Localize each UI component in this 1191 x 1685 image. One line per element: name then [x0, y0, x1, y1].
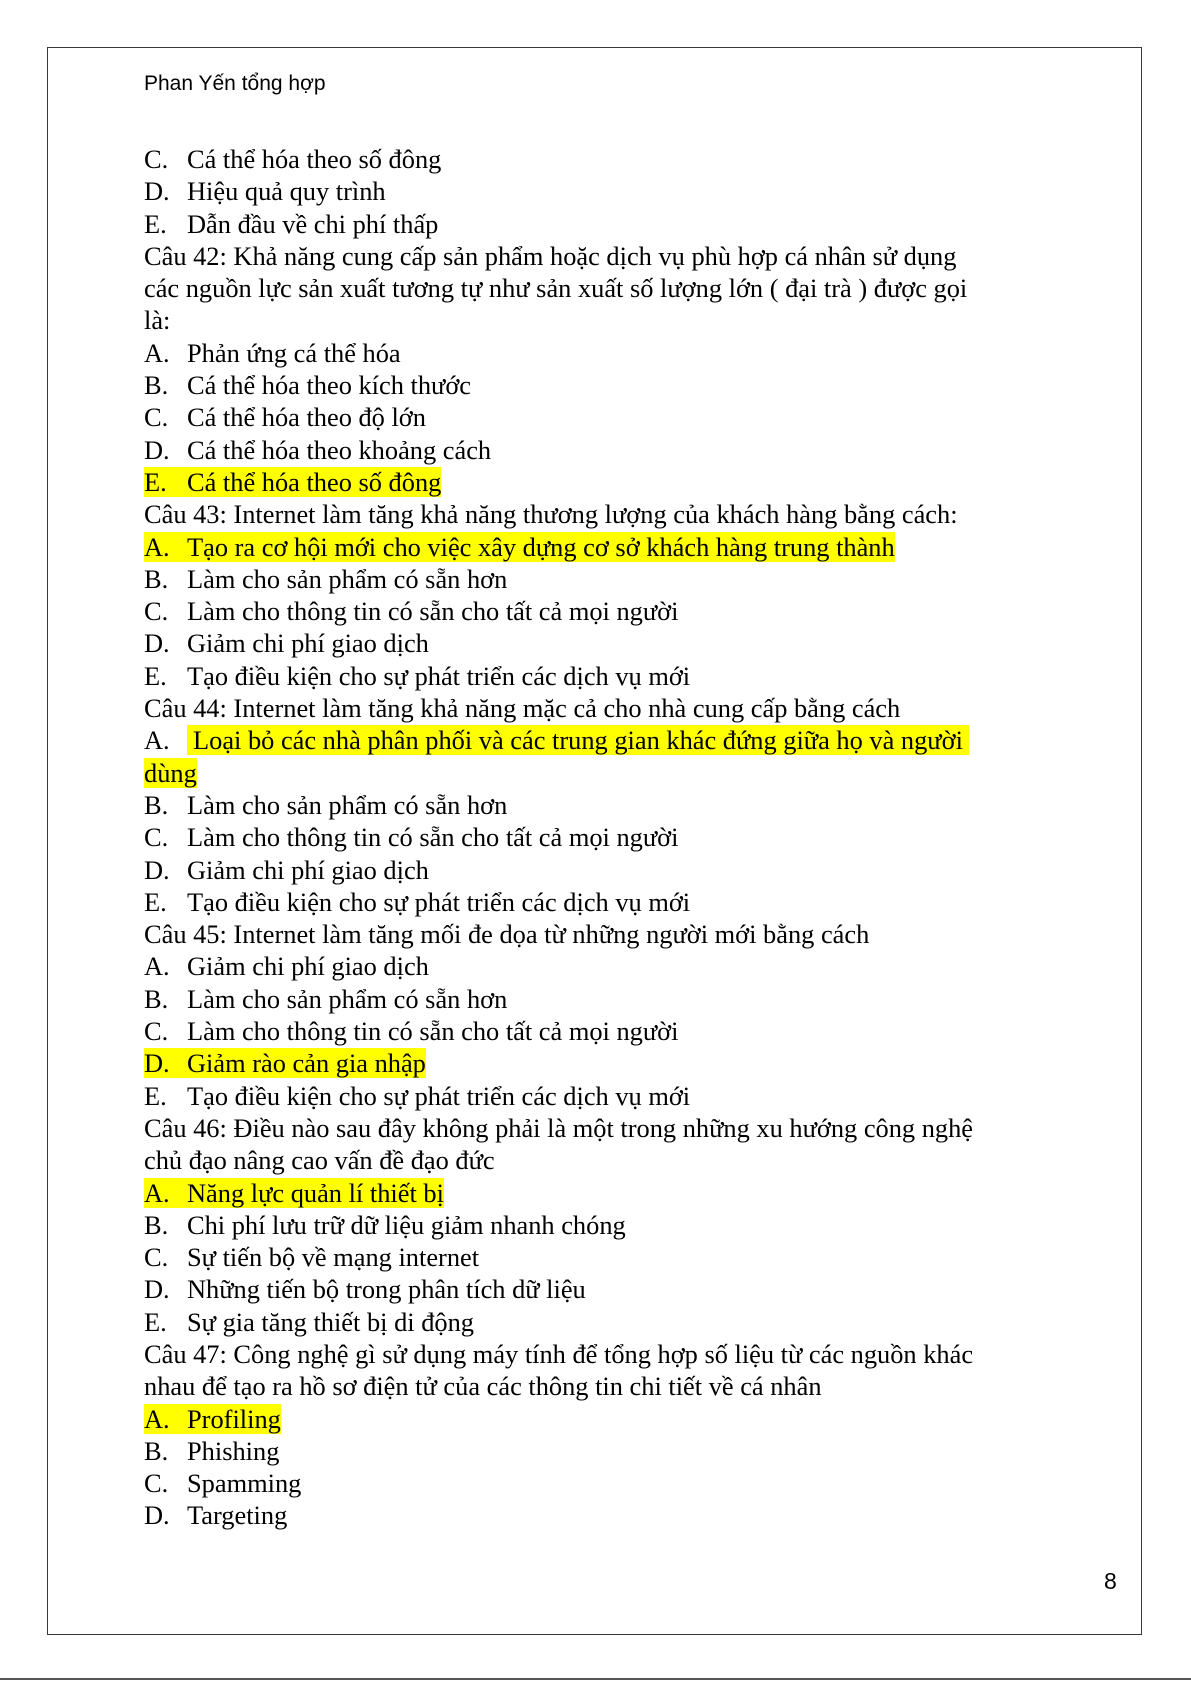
- q45-option-c: C. Làm cho thông tin có sẵn cho tất cả mọi người: [144, 1016, 679, 1047]
- document-body: [144, 143, 1034, 1532]
- question-46-text: Câu 46: Điều nào sau đây không phải là một trong những xu hướng công nghệ: [144, 1112, 974, 1143]
- q45-option-d-answer: D. Giảm rào cản gia nhập: [144, 1048, 426, 1079]
- q42-option-b: B. Cá thể hóa theo kích thước: [144, 370, 472, 401]
- q45-option-e: E. Tạo điều kiện cho sự phát triển các dịch vụ mới: [144, 1080, 691, 1111]
- question-42-text: Câu 42: Khả năng cung cấp sản phẩm hoặc dịch vụ phù hợp cá nhân sử dụng: [144, 240, 957, 271]
- q47-option-b: B. Phishing: [144, 1435, 280, 1466]
- option-e: E. Dẫn đầu về chi phí thấp: [144, 208, 439, 239]
- q44-option-a-answer-cont: dùng: [144, 757, 197, 788]
- q46-option-b: B. Chi phí lưu trữ dữ liệu giảm nhanh chóng: [144, 1209, 626, 1240]
- page-header: Phan Yến tổng hợp: [144, 72, 326, 95]
- q46-option-a-answer: A. Năng lực quản lí thiết bị: [144, 1177, 444, 1208]
- q44-option-e: E. Tạo điều kiện cho sự phát triển các dịch vụ mới: [144, 886, 691, 917]
- q44-option-b: B. Làm cho sản phẩm có sẵn hơn: [144, 789, 508, 820]
- question-45-text: Câu 45: Internet làm tăng mối đe dọa từ những người mới bằng cách: [144, 919, 870, 950]
- question-42-text: là:: [144, 305, 171, 336]
- q44-option-d: D. Giảm chi phí giao dịch: [144, 854, 429, 885]
- q43-option-e: E. Tạo điều kiện cho sự phát triển các dịch vụ mới: [144, 660, 691, 691]
- option-c: C. Cá thể hóa theo số đông: [144, 144, 442, 174]
- page-number: 8: [1104, 1568, 1117, 1594]
- q47-option-a-answer: A. Profiling: [144, 1403, 281, 1434]
- q43-option-a-answer: A. Tạo ra cơ hội mới cho việc xây dựng cơ sở khách hàng trung thành: [144, 531, 895, 562]
- q46-option-e: E. Sự gia tăng thiết bị di động: [144, 1306, 474, 1337]
- q46-option-d: D. Những tiến bộ trong phân tích dữ liệu: [144, 1274, 586, 1305]
- q42-option-c: C. Cá thể hóa theo độ lớn: [144, 402, 426, 433]
- q43-option-b: B. Làm cho sản phẩm có sẵn hơn: [144, 563, 508, 594]
- q42-option-a: A. Phản ứng cá thể hóa: [144, 337, 401, 368]
- question-42-text: các nguồn lực sản xuất tương tự như sản xuất số lượng lớn ( đại trà ) được gọi: [144, 273, 968, 304]
- q42-option-e-answer: E. Cá thể hóa theo số đông: [144, 466, 442, 497]
- question-47-text: nhau để tạo ra hồ sơ điện tử của các thông tin chi tiết về cá nhân: [144, 1371, 822, 1402]
- q43-option-d: D. Giảm chi phí giao dịch: [144, 628, 429, 659]
- question-44-text: Câu 44: Internet làm tăng khả năng mặc cả cho nhà cung cấp bằng cách: [144, 693, 901, 724]
- q45-option-b: B. Làm cho sản phẩm có sẵn hơn: [144, 983, 508, 1014]
- question-47-text: Câu 47: Công nghệ gì sử dụng máy tính để tổng hợp số liệu từ các nguồn khác: [144, 1338, 974, 1369]
- q46-option-c: C. Sự tiến bộ về mạng internet: [144, 1242, 480, 1273]
- q44-option-a-answer: A. Loại bỏ các nhà phân phối và các trung gian khác đứng giữa họ và người: [144, 724, 1034, 756]
- q47-option-c: C. Spamming: [144, 1468, 302, 1499]
- q45-option-a: A. Giảm chi phí giao dịch: [144, 951, 429, 982]
- divider: [0, 1678, 1191, 1680]
- q44-option-c: C. Làm cho thông tin có sẵn cho tất cả mọi người: [144, 822, 679, 853]
- question-46-text: chủ đạo nâng cao vấn đề đạo đức: [144, 1145, 495, 1176]
- q47-option-d: D. Targeting: [144, 1500, 288, 1531]
- q43-option-c: C. Làm cho thông tin có sẵn cho tất cả mọi người: [144, 596, 679, 627]
- question-43-text: Câu 43: Internet làm tăng khả năng thương lượng của khách hàng bằng cách:: [144, 499, 958, 530]
- option-d: D. Hiệu quả quy trình: [144, 176, 386, 207]
- q42-option-d: D. Cá thể hóa theo khoảng cách: [144, 434, 492, 465]
